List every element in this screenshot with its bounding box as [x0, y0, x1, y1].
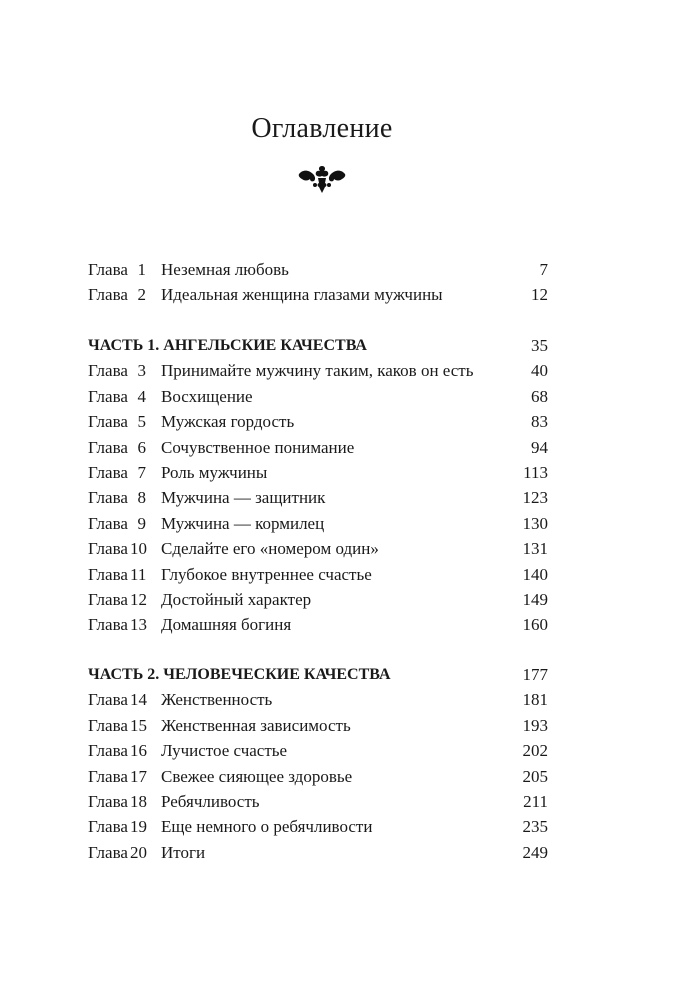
toc-part-2 — [88, 662, 548, 865]
chapter-number: 13 — [130, 615, 147, 635]
chapter-number: 12 — [130, 589, 147, 609]
chapter-label: Глава — [88, 842, 128, 862]
chapter-label: Глава — [88, 615, 128, 635]
chapter-title: Свежее сияющее здоровье — [161, 766, 353, 786]
toc-part-1 — [88, 333, 548, 638]
page-number: 177 — [522, 665, 548, 684]
chapter-title: Мужчина — кормилец — [161, 513, 325, 533]
page-number: 211 — [523, 791, 548, 811]
page-number: 113 — [523, 462, 548, 482]
chapter-number: 3 — [137, 361, 146, 381]
toc-intro — [88, 257, 548, 308]
chapter-title: Лучистое счастье — [161, 741, 288, 761]
chapter-label: Глава — [88, 817, 128, 837]
chapter-number: 9 — [137, 513, 146, 533]
chapter-title: Принимайте мужчину таким, каков он есть — [161, 361, 474, 381]
toc-entry[interactable] — [88, 738, 548, 763]
toc-entry[interactable] — [88, 511, 548, 536]
chapter-title: Итоги — [161, 842, 206, 862]
chapter-label: Глава — [88, 741, 128, 761]
page-number: 140 — [522, 564, 548, 584]
toc-entry[interactable] — [88, 358, 548, 383]
toc-entry[interactable] — [88, 814, 548, 839]
page-number: 7 — [539, 260, 548, 279]
page-number: 12 — [531, 285, 548, 305]
chapter-title: Восхищение — [161, 386, 253, 406]
chapter-label: Глава — [88, 539, 128, 559]
toc-entry[interactable] — [88, 257, 548, 282]
toc-entry[interactable] — [88, 536, 548, 561]
chapter-label: Глава — [88, 513, 128, 533]
chapter-title: Сочувственное понимание — [161, 437, 355, 457]
chapter-label: Глава — [88, 386, 128, 406]
part-heading[interactable] — [88, 662, 548, 687]
page-number: 131 — [522, 539, 548, 559]
toc-entry[interactable] — [88, 840, 548, 865]
page-number: 83 — [531, 412, 548, 432]
chapter-number: 6 — [137, 437, 146, 457]
toc-entry[interactable] — [88, 789, 548, 814]
chapter-title: Женственная зависимость — [161, 715, 351, 735]
chapter-number: 5 — [137, 412, 146, 432]
toc-entry[interactable] — [88, 282, 548, 307]
page-number: 130 — [522, 513, 548, 533]
chapter-label: Глава — [88, 361, 128, 381]
chapter-title: Идеальная женщина глазами мужчины — [161, 285, 443, 305]
chapter-label: Глава — [88, 589, 128, 609]
page-number: 181 — [522, 690, 548, 710]
toc-entry[interactable] — [88, 687, 548, 712]
chapter-title: Мужчина — защитник — [161, 488, 326, 508]
chapter-number: 17 — [130, 766, 147, 786]
chapter-number: 19 — [130, 817, 147, 837]
toc-entry[interactable] — [88, 562, 548, 587]
chapter-number: 16 — [130, 741, 147, 761]
chapter-label: Глава — [88, 766, 128, 786]
page-number: 249 — [522, 842, 548, 862]
chapter-number: 18 — [130, 791, 147, 811]
toc-entry[interactable] — [88, 435, 548, 460]
chapter-title: Неземная любовь — [161, 260, 289, 279]
page-number: 35 — [531, 336, 548, 355]
chapter-title: Достойный характер — [161, 589, 312, 609]
page-number: 123 — [522, 488, 548, 508]
chapter-label: Глава — [88, 412, 128, 432]
chapter-title: Домашняя богиня — [161, 615, 292, 635]
part-title: ЧАСТЬ 2. ЧЕЛОВЕЧЕСКИЕ КАЧЕСТВА — [88, 666, 391, 683]
page-number: 94 — [531, 437, 548, 457]
chapter-label: Глава — [88, 791, 128, 811]
page-number: 149 — [522, 589, 548, 609]
part-heading[interactable] — [88, 333, 548, 358]
page-title: Оглавление — [251, 113, 393, 144]
toc-entry[interactable] — [88, 587, 548, 612]
chapter-label: Глава — [88, 437, 128, 457]
chapter-label: Глава — [88, 715, 128, 735]
chapter-number: 11 — [130, 564, 147, 584]
chapter-number: 2 — [137, 285, 146, 305]
chapter-title: Еще немного о ребячливости — [161, 817, 373, 837]
chapter-label: Глава — [88, 260, 128, 279]
chapter-number: 10 — [130, 539, 147, 559]
toc-entry[interactable] — [88, 409, 548, 434]
chapter-number: 20 — [130, 842, 147, 862]
chapter-number: 8 — [137, 488, 146, 508]
chapter-label: Глава — [88, 285, 128, 305]
chapter-number: 15 — [130, 715, 147, 735]
chapter-number: 1 — [137, 260, 146, 279]
toc-entry[interactable] — [88, 764, 548, 789]
chapter-title: Ребячливость — [161, 791, 260, 811]
chapter-label: Глава — [88, 690, 128, 710]
chapter-label: Глава — [88, 488, 128, 508]
page-number: 68 — [531, 386, 548, 406]
page-number: 235 — [522, 817, 548, 837]
page-number: 160 — [522, 615, 548, 635]
chapter-label: Глава — [88, 564, 128, 584]
toc-entry[interactable] — [88, 384, 548, 409]
chapter-title: Роль мужчины — [161, 462, 268, 482]
toc-entry[interactable] — [88, 460, 548, 485]
page-number: 40 — [531, 361, 548, 381]
chapter-title: Женственность — [161, 690, 273, 710]
toc-entry[interactable] — [88, 713, 548, 738]
chapter-title: Мужская гордость — [161, 412, 295, 432]
chapter-number: 7 — [137, 462, 146, 482]
part-title: ЧАСТЬ 1. АНГЕЛЬСКИЕ КАЧЕСТВА — [88, 337, 367, 354]
chapter-number: 4 — [137, 386, 146, 406]
chapter-title: Сделайте его «номером один» — [161, 539, 379, 559]
chapter-label: Глава — [88, 462, 128, 482]
page-number: 205 — [522, 766, 548, 786]
toc-entry[interactable] — [88, 485, 548, 510]
page-number: 193 — [522, 715, 548, 735]
chapter-title: Глубокое внутреннее счастье — [161, 564, 372, 584]
toc-entry[interactable] — [88, 612, 548, 637]
page-number: 202 — [522, 741, 548, 761]
fleuron-ornament-icon — [297, 164, 347, 194]
chapter-number: 14 — [130, 690, 147, 710]
